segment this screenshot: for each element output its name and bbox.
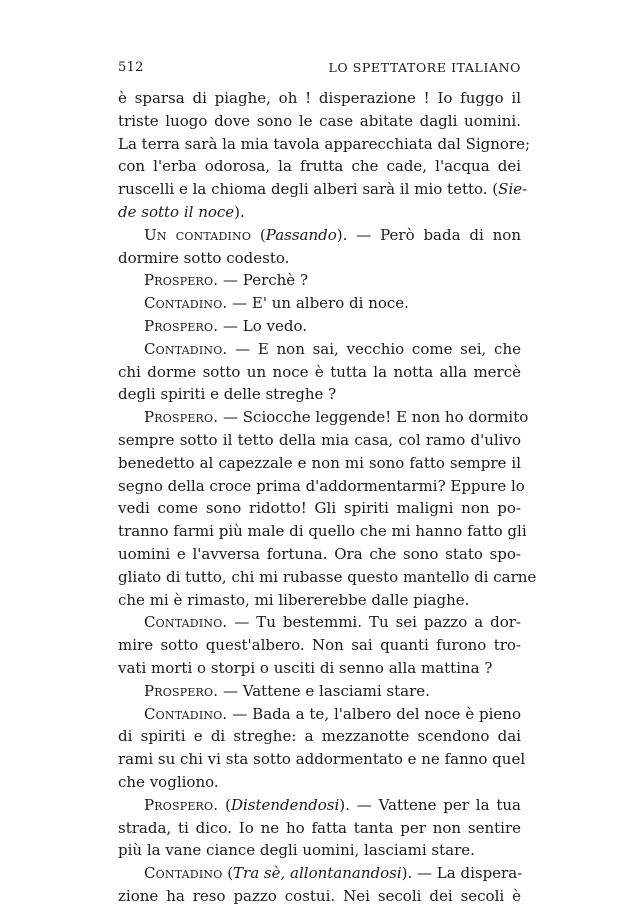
- text-line: chi dorme sotto un noce è tutta la notta alla mercè: [118, 362, 521, 381]
- text-line: segno della croce prima d'addormentarmi? Eppure lo: [118, 476, 525, 495]
- speaker-name: Contadino: [144, 864, 223, 883]
- text-line: tranno farmi più male di quello che mi hanno fatto gli: [118, 522, 527, 541]
- dialogue-line: Prospero. — Sciocche leggende! E non ho dormito: [144, 408, 529, 427]
- text-line: La terra sarà la mia tavola apparecchiata dal Signore;: [118, 134, 531, 153]
- speaker-name: Prospero.: [144, 408, 219, 427]
- running-title: LO SPETTATORE ITALIANO: [328, 60, 521, 75]
- text-line: rami su chi vi sta sotto addormentato e ne fanno quel: [118, 750, 526, 769]
- dialogue-line: Prospero. — Vattene e lasciami stare.: [144, 681, 430, 700]
- dialogue-line: Prospero. (Distendendosi). — Vattene per la tua: [144, 795, 521, 814]
- text-line: che mi è rimasto, mi libererebbe dalle piaghe.: [118, 590, 470, 609]
- body-text: [118, 87, 537, 908]
- text-line: più la vane ciance degli uomini, lasciami stare.: [118, 841, 475, 860]
- page-number: 512: [118, 60, 144, 75]
- speaker-name: Prospero.: [144, 316, 219, 335]
- dialogue-line: Contadino (Tra sè, allontanandosi). — La dispera-: [144, 864, 523, 883]
- text-line: è sparsa di piaghe, oh ! disperazione ! Io fuggo il: [118, 89, 521, 107]
- speaker-name: Prospero.: [144, 681, 219, 700]
- dialogue-line: Un contadino (Passando). — Però bada di non: [144, 225, 521, 244]
- text-line: di spiriti e di streghe: a mezzanotte scendono dai: [118, 727, 521, 746]
- text-line: con l'erba odorosa, la frutta che cade, l'acqua dei: [118, 157, 521, 176]
- text-line: uomini e l'avversa fortuna. Ora che sono stato spo-: [118, 544, 521, 563]
- speaker-name: Prospero.: [144, 271, 219, 290]
- speaker-name: Contadino.: [144, 613, 228, 632]
- text-line: mire sotto quest'albero. Non sai quanti furono tro-: [118, 636, 521, 655]
- text-line: dormire sotto codesto.: [118, 248, 290, 267]
- text-line: vati morti o storpi o usciti di senno alla mattina ?: [118, 658, 493, 677]
- speaker-name: Contadino.: [144, 704, 228, 723]
- text-line: benedetto al capezzale e non mi sono fatto sempre il: [118, 453, 521, 472]
- text-line: de sotto il noce).: [118, 202, 245, 221]
- text-line: gliato di tutto, chi mi rubasse questo mantello di carne: [118, 567, 537, 586]
- speaker-name: Prospero.: [144, 795, 219, 814]
- dialogue-line: Contadino. — Tu bestemmi. Tu sei pazzo a dor-: [144, 613, 521, 632]
- dialogue-line: Contadino. — E non sai, vecchio come sei, che: [144, 339, 521, 358]
- dialogue-line: Contadino. — E' un albero di noce.: [144, 294, 409, 313]
- dialogue-line: Contadino. — Bada a te, l'albero del noce è pieno: [144, 704, 521, 723]
- text-line: che vogliono.: [118, 772, 219, 791]
- speaker-name: Contadino.: [144, 339, 228, 358]
- text-line: strada, ti dico. Io ne ho fatta tanta per non sentire: [118, 818, 521, 837]
- text-line: triste luogo dove sono le case abitate dagli uomini.: [118, 111, 521, 130]
- dialogue-line: Prospero. — Lo vedo.: [144, 316, 308, 335]
- text-line: vedi come sono ridotto! Gli spiriti maligni non po-: [118, 499, 521, 518]
- text-line: ruscelli e la chioma degli alberi sarà il mio tetto. (Sie-: [118, 180, 528, 199]
- text-line: sempre sotto il tetto della mia casa, col ramo d'ulivo: [118, 430, 521, 449]
- text-line: degli spiriti e delle streghe ?: [118, 385, 337, 404]
- text-line: zione ha reso pazzo costui. Nei secoli dei secoli è: [118, 886, 521, 905]
- dialogue-line: Prospero. — Perchè ?: [144, 271, 308, 290]
- speaker-name: Contadino.: [144, 294, 228, 313]
- speaker-name: Un contadino: [144, 225, 252, 244]
